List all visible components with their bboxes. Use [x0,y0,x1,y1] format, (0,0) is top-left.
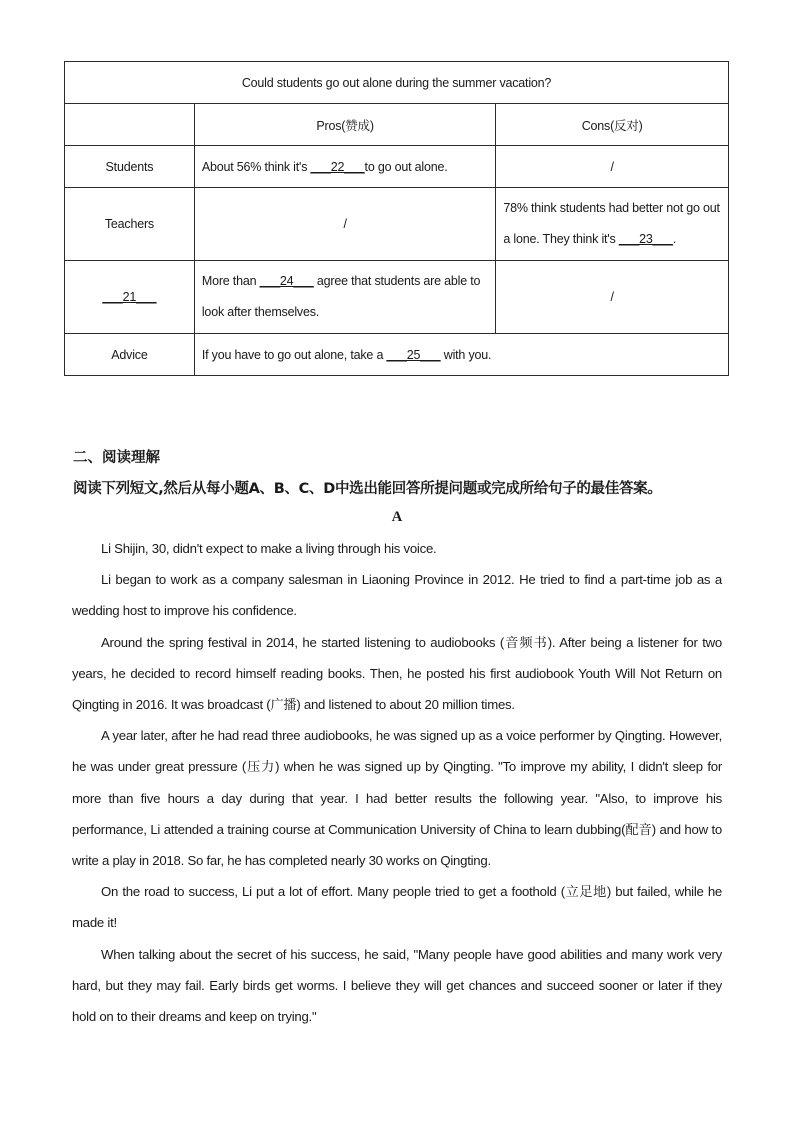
row-label-students: Students [65,146,195,188]
blank-21[interactable]: ___21___ [102,290,157,304]
survey-table [64,61,729,376]
teachers-cons-text: 78% think students had better not go out a lone. They think it's [503,201,720,246]
blank-24[interactable]: ___24___ [259,274,314,288]
blank-23[interactable]: ___23___ [618,232,673,246]
row-label-advice: Advice [65,334,195,376]
section-instruction: 阅读下列短文,然后从每小题A、B、C、D中选出能回答所提问题或完成所给句子的最佳答案。 [73,481,662,497]
paragraph: Li Shijin, 30, didn't expect to make a living through his voice. [101,541,437,556]
table-title-row [65,62,729,104]
students-cons-cell: / [496,146,729,188]
paragraph: A year later, after he had read three audiobooks, he was signed up as a voice performer by Qingting. However, he was under great pressure (压力) when he was signed up by Qingting. "To improve my ability, I didn't sleep for more than five hours a day during that year. I had better results the following year. "Also, to improve his performance, Li attended a training course at Communication University of China to learn dubbing(配音) and how to write a play in 2018. So far, he has completed nearly 30 works on Qingting. [72,728,722,869]
table-row-advice [65,334,729,376]
students-pros-text: About 56% think it's [201,159,311,174]
advice-text: If you have to go out alone, take a [201,347,387,362]
teachers-cons-text-end: . [672,232,677,246]
row3-pros-text: More than [201,274,260,288]
teachers-cons-cell [496,188,729,261]
blank-22[interactable]: ___22___ [310,159,365,174]
table-row-blank-21 [65,261,729,334]
advice-cell [194,334,728,376]
row3-pros-text-end: agree that students are able to look after themselves. [201,274,481,319]
paragraph: Around the spring festival in 2014, he started listening to audiobooks (音频书). After being a listener for two years, he decided to record himself reading books. Then, he posted his first audiobook Youth Will Not Return on Qingting in 2016. It was broadcast (广播) and listened to about 20 million times. [72,634,722,713]
table-row-teachers [65,188,729,261]
passage-letter: A [391,509,403,525]
paragraph: On the road to success, Li put a lot of effort. Many people tried to get a foothold (立足地) but failed, while he made it! [72,884,722,931]
advice-text-end: with you. [440,347,492,362]
row-label-teachers: Teachers [65,188,195,261]
header-pros: Pros(赞成) [194,104,495,146]
students-pros-text-end: to go out alone. [364,159,448,174]
section-title: 二、阅读理解 [73,450,160,466]
table-row-students [65,146,729,188]
table-title: Could students go out alone during the summer vacation? [65,62,729,104]
paragraph: When talking about the secret of his success, he said, "Many people have good abilities and many work very hard, but they may fail. Early birds get worms. I believe they will get chances and succeed sooner or later if they hold on to their dreams and keep on trying." [72,946,722,1025]
row3-pros-cell [194,261,495,334]
blank-25[interactable]: ___25___ [386,347,441,362]
table-header-row [65,104,729,146]
paragraph: Li began to work as a company salesman in Liaoning Province in 2012. He tried to find a part-time job as a wedding host to improve his confidence. [72,572,722,619]
teachers-pros-cell: / [194,188,495,261]
header-empty-cell [65,104,195,146]
passage-body [72,533,722,1032]
row3-cons-cell: / [496,261,729,334]
row-label-blank-21 [65,261,195,334]
header-cons: Cons(反对) [496,104,729,146]
students-pros-cell [194,146,495,188]
